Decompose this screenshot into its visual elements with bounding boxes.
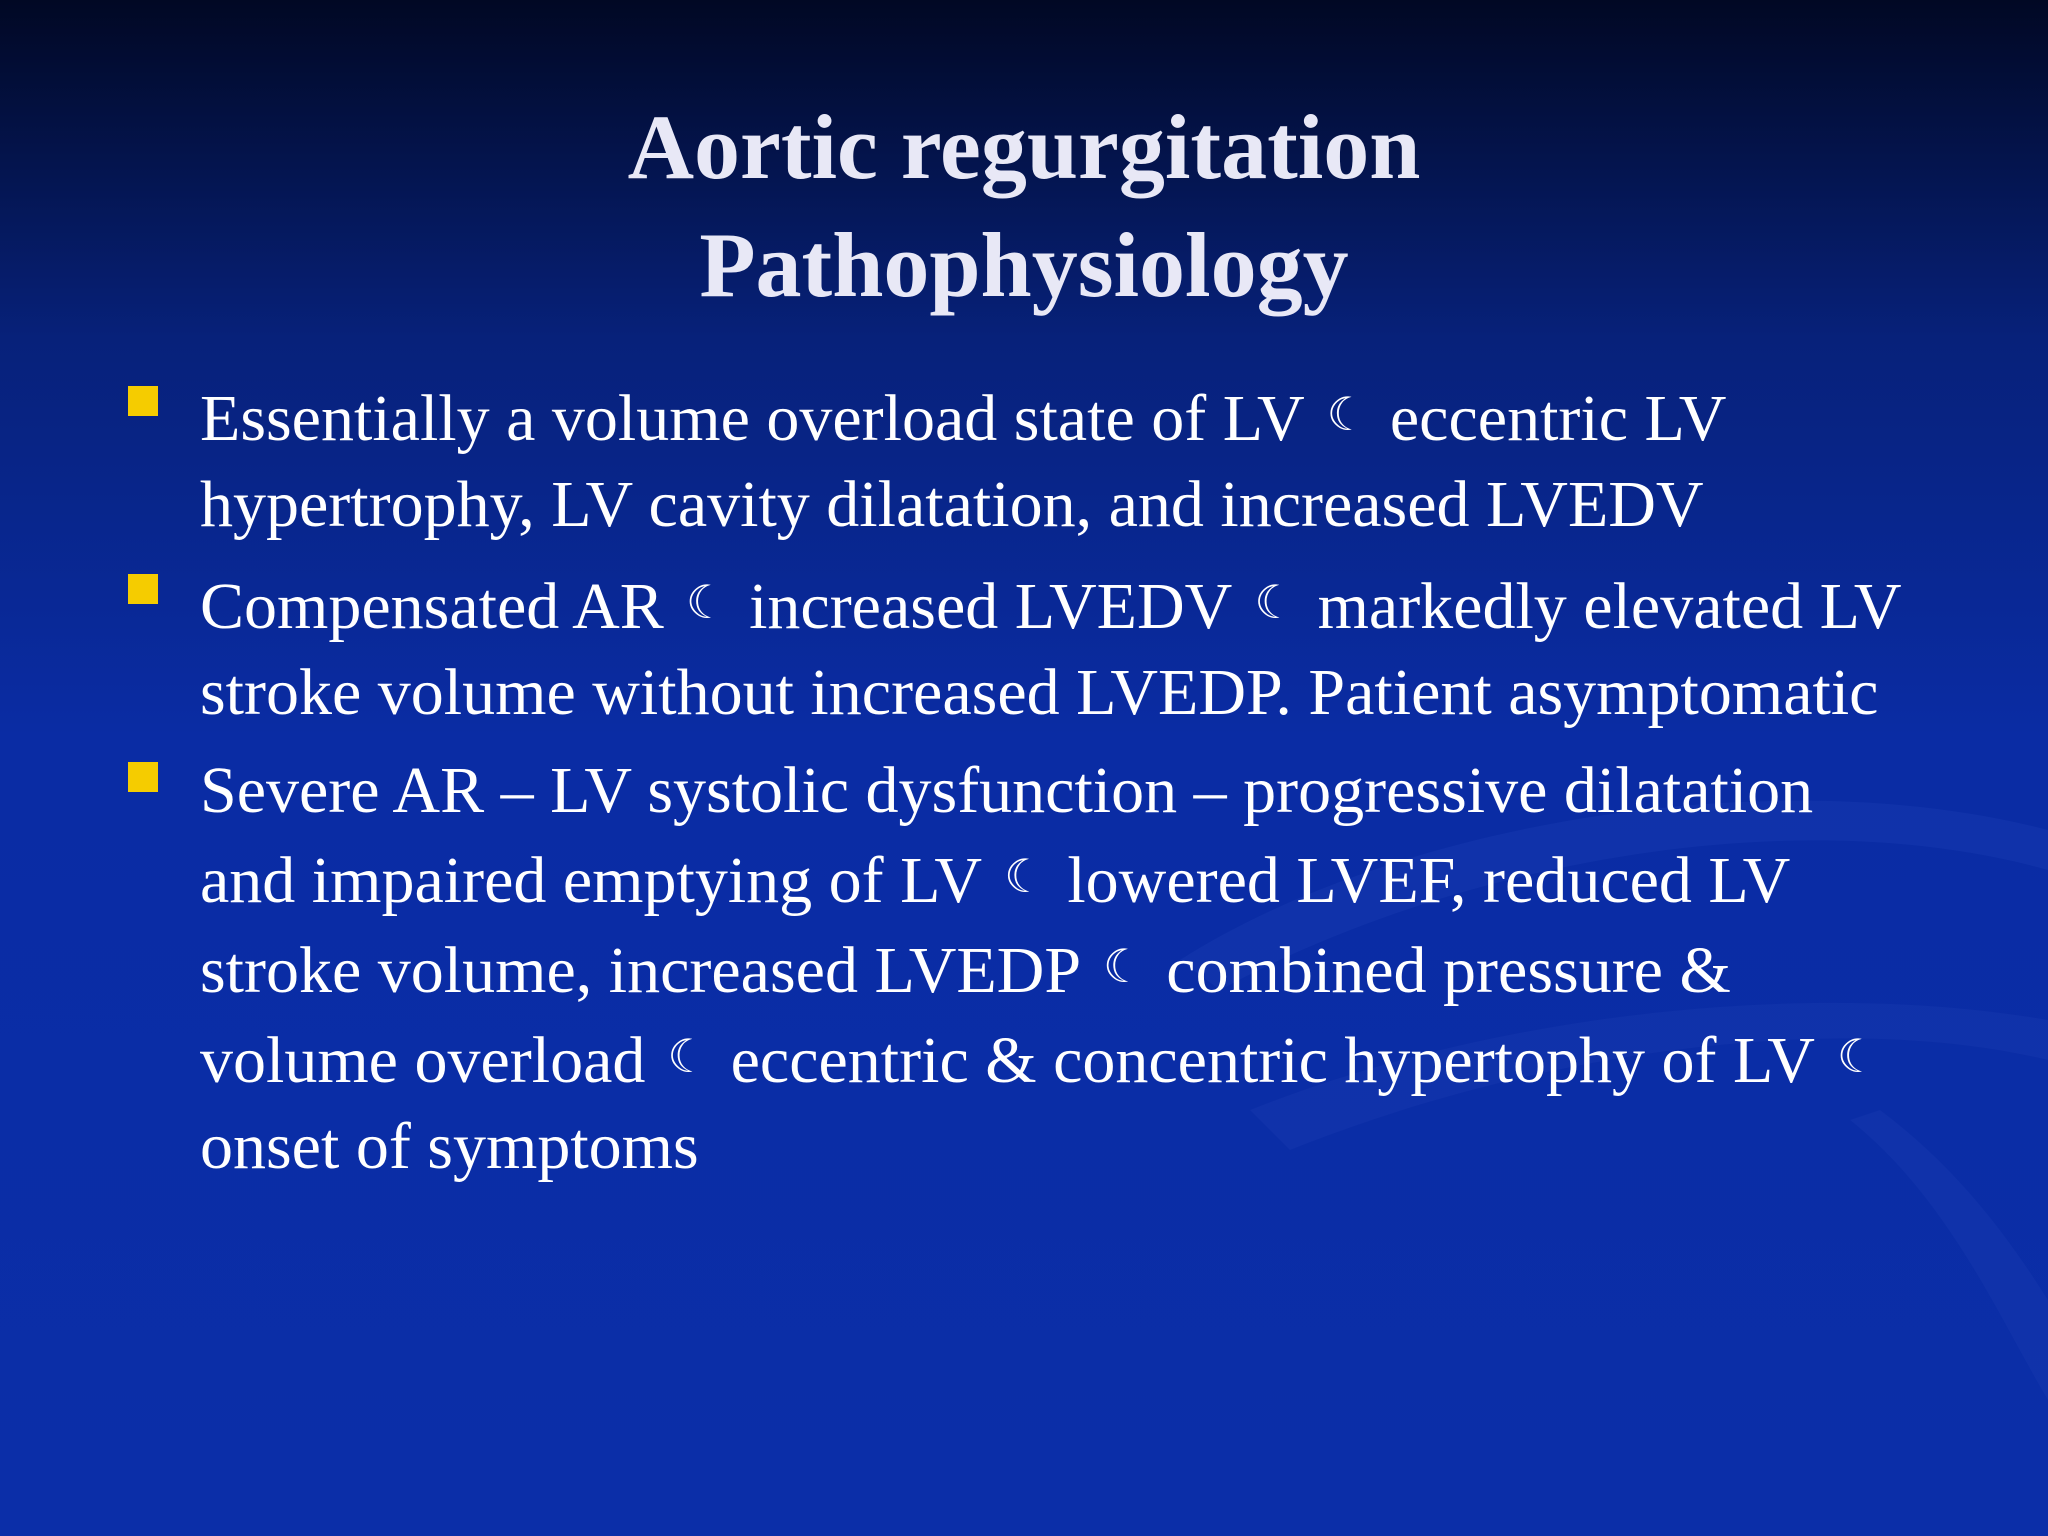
bullet-3-segment-3: combined pressure & volume overload [200,934,1731,1097]
bullet-text-3 [200,754,1900,1183]
bullet-item-3 [124,748,1924,1190]
slide-title [0,88,2048,324]
title-line-1: Aortic regurgitation [627,96,1421,198]
square-bullet-icon [128,762,158,792]
bullet-list [124,372,1924,1190]
title-line-2: Pathophysiology [699,214,1349,316]
bullet-text-2 [200,570,1900,729]
bullet-1-segment-2: eccentric LV hypertrophy, LV cavity dilatation, and increased LVEDV [200,382,1726,541]
bullet-1-segment-1: Essentially a volume overload state of LV [200,382,1305,455]
crescent-arrow-icon: ☾ [1103,941,1145,992]
bullet-2-segment-2: increased LVEDV [749,570,1233,643]
crescent-arrow-icon: ☾ [667,1031,709,1082]
crescent-arrow-icon: ☾ [1004,851,1046,902]
bullet-item-2 [124,560,1924,736]
bullet-text-1 [200,382,1725,541]
bullet-3-segment-4: eccentric & concentric hypertophy of LV [730,1024,1815,1097]
square-bullet-icon [128,386,158,416]
bullet-3-segment-2: lowered LVEF, reduced LV stroke volume, increased LVEDP [200,844,1790,1007]
bullet-2-segment-1: Compensated AR [200,570,664,643]
bullet-3-segment-5: onset of symptoms [200,1110,699,1183]
crescent-arrow-icon: ☾ [1254,577,1296,628]
bullet-item-1 [124,372,1924,548]
crescent-arrow-icon: ☾ [1836,1031,1879,1082]
crescent-arrow-icon: ☾ [685,577,728,628]
bullet-2-segment-3: markedly elevated LV stroke volume without increased LVEDP. Patient asymptomatic [200,570,1901,729]
crescent-arrow-icon: ☾ [1326,389,1368,440]
bullet-3-segment-1: Severe AR – LV systolic dysfunction – progressive dilatation and impaired emptying of LV [200,754,1814,917]
square-bullet-icon [128,574,158,604]
